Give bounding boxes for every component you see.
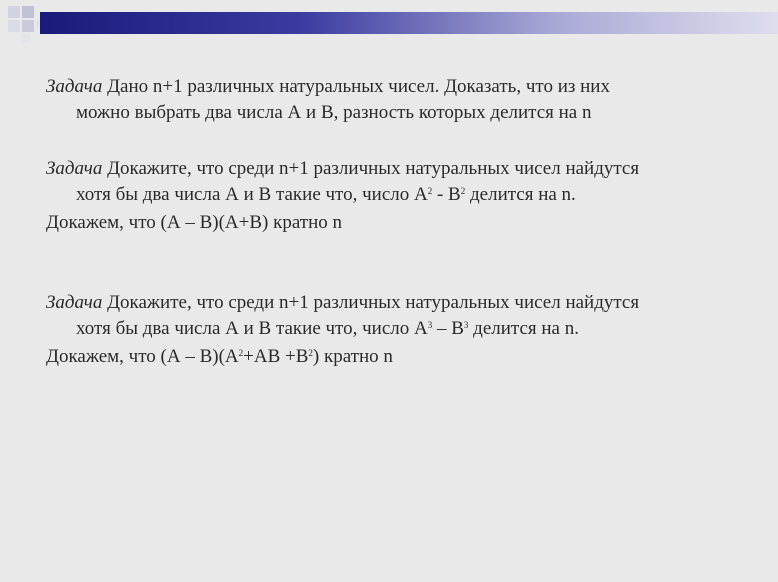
- text-fragment: - В: [432, 184, 461, 205]
- task-statement: Докажите, что среди n+1 различных натуральных чисел найдутся: [102, 158, 640, 179]
- header-gradient-bar: [40, 12, 778, 34]
- task-line: [46, 290, 746, 316]
- exponent: 2: [308, 348, 313, 358]
- exponent: 3: [463, 320, 469, 330]
- task-block-1: [46, 74, 746, 126]
- task-text: [46, 156, 746, 208]
- decor-square: [22, 6, 34, 18]
- proof-line: Докажем, что (А – В)(А+В) кратно n: [46, 212, 342, 233]
- text-fragment: Докажем, что (А – В)(А: [46, 346, 239, 367]
- text-fragment: хотя бы два числа А и В такие что, число А: [76, 318, 428, 339]
- decor-square: [8, 6, 20, 18]
- task-line: [46, 182, 746, 208]
- task-title: Задача: [46, 76, 103, 97]
- exponent: 2: [427, 186, 433, 196]
- text-fragment: +АВ +В: [243, 346, 309, 367]
- task-line: можно выбрать два числа А и В, разность которых делится на n: [76, 102, 592, 123]
- slide-content: [46, 74, 746, 400]
- text-fragment: – В: [432, 318, 464, 339]
- exponent: 2: [460, 186, 466, 196]
- task-block-2: [46, 156, 746, 236]
- task-line: [46, 316, 746, 342]
- exponent: 2: [238, 348, 244, 358]
- task-statement: Дано n+1 различных натуральных чисел. Доказать, что из них: [102, 76, 610, 97]
- decor-square: [22, 20, 34, 32]
- decor-square: [8, 20, 20, 32]
- task-block-3: [46, 290, 746, 370]
- decor-square: [22, 34, 30, 42]
- text-fragment: делится на n.: [468, 318, 579, 339]
- task-line: [46, 156, 746, 182]
- task-statement: Докажите, что среди n+1 различных натуральных чисел найдутся: [102, 292, 640, 313]
- task-text: [46, 290, 746, 342]
- text-fragment: хотя бы два числа А и В такие что, число А: [76, 184, 428, 205]
- task-text: [46, 74, 746, 126]
- task-line: [46, 74, 746, 100]
- proof-line: [46, 344, 746, 370]
- exponent: 3: [427, 320, 433, 330]
- text-fragment: ) кратно n: [312, 346, 393, 367]
- task-title: Задача: [46, 292, 103, 313]
- task-title: Задача: [46, 158, 103, 179]
- text-fragment: делится на n.: [465, 184, 576, 205]
